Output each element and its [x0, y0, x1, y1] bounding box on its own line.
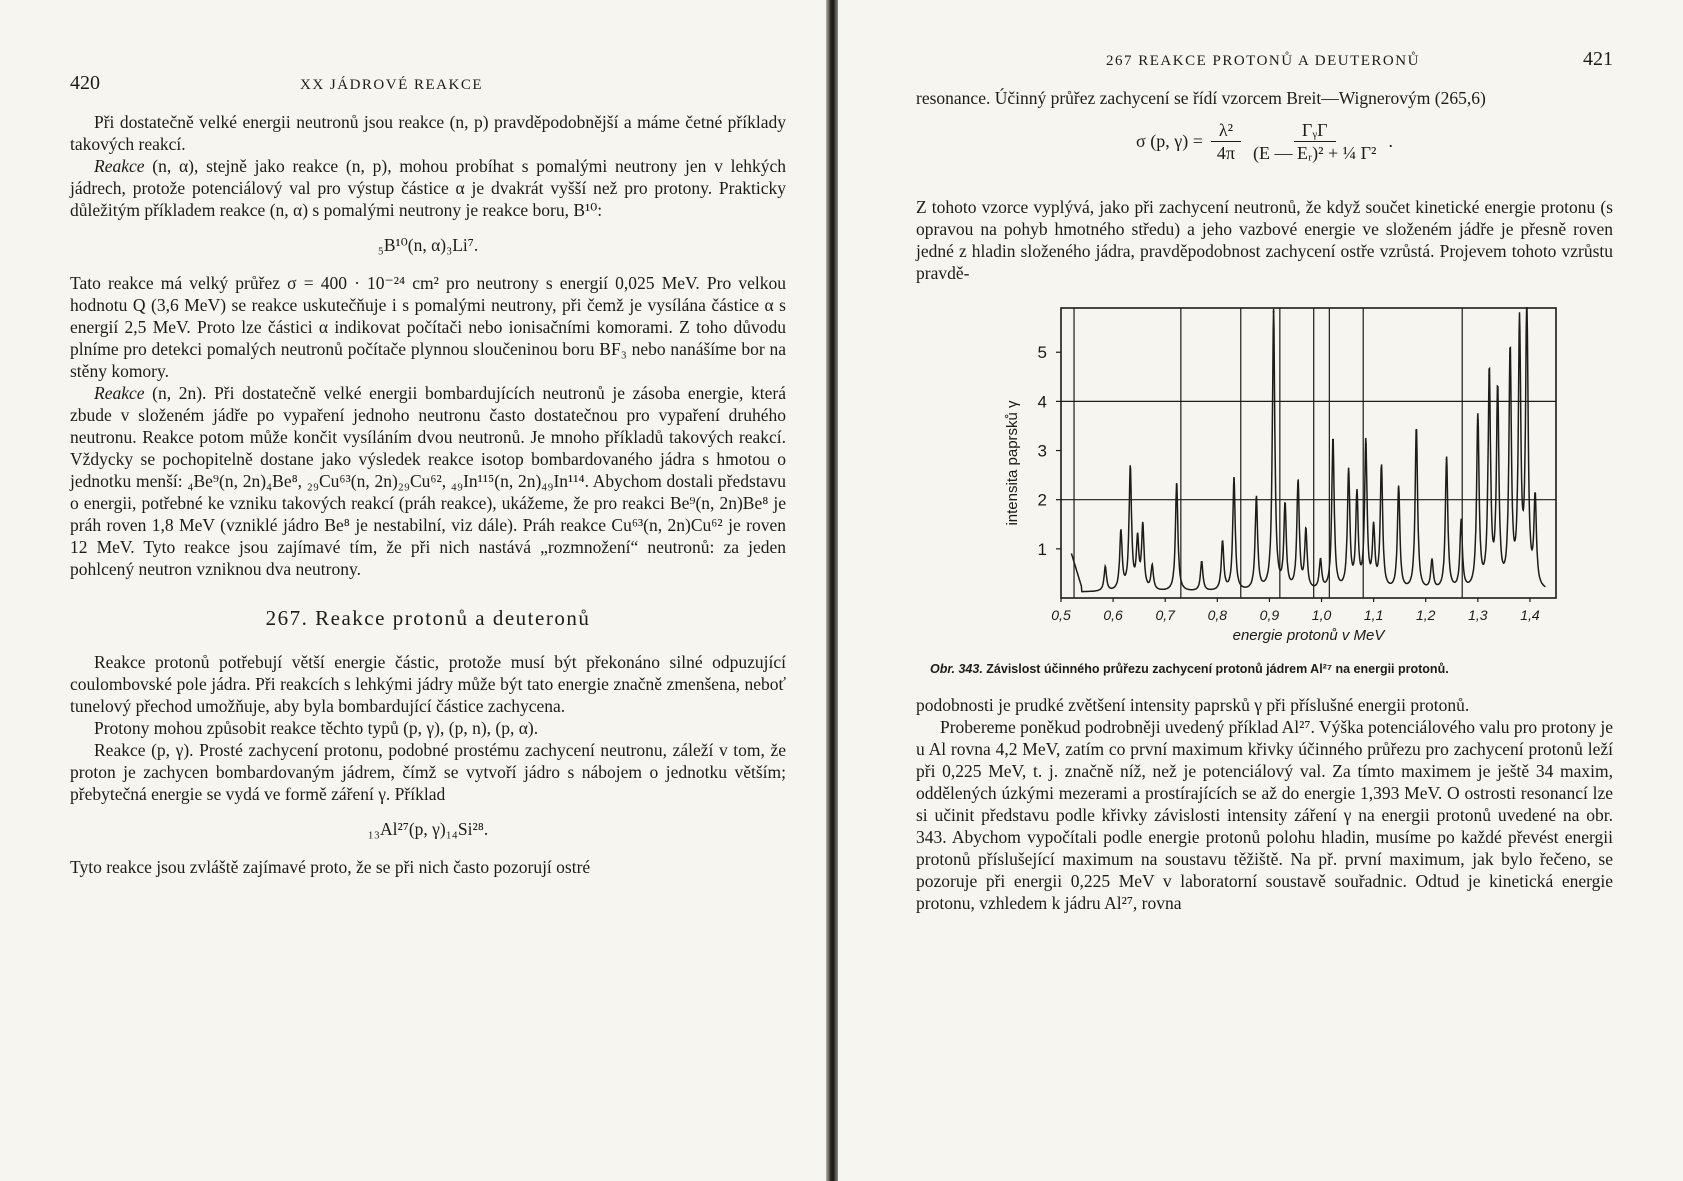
resonance-peak	[1151, 567, 1153, 569]
left-header	[70, 72, 786, 95]
caption-label: Obr. 343.	[930, 662, 983, 676]
resonance-peak	[1222, 542, 1224, 544]
y-tick-label: 5	[1037, 343, 1047, 363]
resonance-peak	[1446, 458, 1448, 460]
figure-caption	[930, 662, 1613, 676]
x-tick-label: 1,4	[1520, 607, 1540, 623]
paragraph: Tato reakce má velký průřez σ = 400 · 10⁻²⁴ cm² pro neutrony s energií 0,025 MeV. Pro velkou hodnotu Q (3,6 MeV) se reakce uskutečňuje i s pomalými neutrony, při čemž je vysílána částice α s energií 2,5 MeV. Proto lze částici α indikovat počítači nebo ionisačními komorami. Z toho důvodu plníme pro detekci pomalých neutronů počítače plynnou sloučeninou boru BF₃ nebo nanášíme bor na stěny komory.	[70, 273, 786, 381]
y-tick-label: 4	[1037, 392, 1047, 412]
resonance-peak	[1398, 488, 1400, 490]
resonance-peak	[1373, 532, 1375, 534]
resonance-peak	[1319, 562, 1321, 564]
fraction	[1211, 119, 1241, 164]
right-page	[838, 0, 1683, 1181]
resonance-peak	[1255, 498, 1257, 500]
page-number: 420	[70, 72, 100, 94]
x-tick-label: 0,5	[1051, 607, 1071, 623]
italic-term: Reakce	[94, 156, 145, 176]
resonance-peak	[1120, 532, 1122, 534]
resonance-peak	[1380, 468, 1382, 470]
reaction-equation: ₅B¹⁰(n, α)₃Li⁷.	[377, 235, 479, 255]
paragraph: resonance. Účinný průřez zachycení se řídí vzorcem Breit—Wignerovým (265,6)	[916, 88, 1486, 108]
x-tick-label: 0,6	[1103, 607, 1123, 623]
breit-wigner-formula	[916, 119, 1613, 164]
resonance-peak	[1104, 567, 1106, 569]
resonance-peak	[1477, 419, 1479, 421]
resonance-peak	[1365, 444, 1367, 446]
denominator: 4π	[1216, 143, 1235, 163]
resonance-peak	[1176, 483, 1178, 485]
paragraph	[70, 155, 786, 221]
resonance-peak	[1460, 522, 1462, 524]
paragraph: Z tohoto vzorce vyplývá, jako při zachycení neutronů, že když součet kinetické energie protonu (s opravou na pohyb hmotného středu) a jeho vazbové energie ve složeném jádře je přesně roven jedné z hladin složeného jádra, pravděpodobnost zachycení ostře vzrůstá. Projevem tohoto vzrůstu pravdě-	[916, 197, 1613, 283]
formula-lhs: σ (p, γ) =	[1136, 131, 1203, 151]
paragraph: Při dostatečně velké energii neutronů jsou reakce (n, p) pravděpodobnější a máme četné příklady takových reakcí.	[70, 112, 786, 154]
paragraph: Protony mohou způsobit reakce těchto typů (p, γ), (p, n), (p, α).	[94, 718, 539, 738]
resonance-peak	[1526, 307, 1528, 309]
resonance-peak	[1201, 562, 1203, 564]
resonance-peak	[1129, 468, 1131, 470]
x-tick-label: 1,0	[1311, 607, 1332, 623]
numerator: ΓᵧΓ	[1294, 119, 1336, 142]
paragraph: Reakce protonů potřebují větší energie částic, protože musí být překonáno silné odpuzující coulombovské pole jádra. Při reakcích s lehkými jádry může být tato energie značně zmenšena, neboť tunelový přechod umožňuje, aby byla bombardující částice zachycena.	[70, 652, 786, 716]
resonance-peak	[1497, 394, 1499, 396]
resonance-peak	[1137, 542, 1139, 544]
resonance-peak	[1348, 473, 1350, 475]
paragraph	[70, 382, 786, 580]
figure-343	[916, 298, 1613, 658]
resonance-peak	[1488, 375, 1490, 377]
caption-text: Závislost účinného průřezu zachycení protonů jádrem Al²⁷ na energii protonů.	[982, 662, 1449, 676]
x-tick-label: 0,7	[1155, 607, 1175, 623]
resonance-peak	[1431, 562, 1433, 564]
resonance-chart	[916, 298, 1606, 658]
running-head: 267 REAKCE PROTONŮ A DEUTERONŮ	[1106, 53, 1420, 69]
resonance-peak	[1233, 478, 1235, 480]
y-tick-label: 2	[1037, 490, 1047, 510]
denominator: (E — Eᵣ)² + ¼ Γ²	[1252, 143, 1377, 163]
italic-term: Reakce	[94, 383, 145, 403]
x-tick-label: 1,2	[1416, 607, 1436, 623]
paragraph: Probereme poněkud podrobněji uvedený příklad Al²⁷. Výška potenciálového valu pro protony je u Al rovna 4,2 MeV, zatím co první maximum křivky účinného průřezu pro zachycení protonů leží při 0,225 MeV, t. j. značně níž, než je potenciálový val. Za tímto maximem je ještě 34 maxim, oddělených úzkými mezerami a prostírajících se až do energie 1,393 MeV. O ostrosti resonancí lze si učinit představu podle křivky závislosti intensity záření γ na energii protonů uvedené na obr. 343. Abychom vypočítali podle energie protonů polohu hladin, musíme po každé převést energii protonů příslušející maximum na soustavu těžiště. Na př. první maximum, jak bylo řečeno, se pozoruje při energii 0,225 MeV v laboratorní soustavě souřadnic. Odtud je kinetická energie protonu, vzhledem k jádru Al²⁷, rovna	[916, 717, 1613, 913]
resonance-curve	[1071, 308, 1545, 592]
resonance-peak	[1332, 439, 1334, 441]
paragraph: Tyto reakce jsou zvláště zajímavé proto, že se při nich často pozorují ostré	[70, 857, 591, 877]
x-tick-label: 0,9	[1259, 607, 1280, 623]
resonance-peak	[1142, 527, 1144, 529]
book-gutter	[826, 0, 838, 1181]
y-axis-label: intensita paprsků γ	[1004, 400, 1021, 526]
paragraph: Reakce (p, γ). Prosté zachycení protonu, podobné prostému zachycení neutronu, záleží v tom, že proton je zachycen bombardovaným jádrem, čímž se vytvoří jádro s nábojem o jednotku větším; přebytečná energie se vydá ve formě záření γ. Příklad	[70, 740, 786, 804]
section-heading: 267. Reakce protonů a deuteronů	[265, 606, 591, 630]
reaction-equation: ₁₃Al²⁷(p, γ)₁₄Si²⁸.	[367, 819, 489, 839]
x-tick-label: 1,3	[1468, 607, 1488, 623]
left-page	[0, 0, 826, 1181]
running-head: XX JÁDROVÉ REAKCE	[300, 77, 483, 93]
y-tick-label: 3	[1037, 441, 1047, 461]
resonance-peak	[1519, 331, 1521, 333]
resonance-peak	[1509, 355, 1511, 357]
x-tick-label: 1,1	[1363, 607, 1384, 623]
fraction	[1249, 119, 1380, 164]
y-tick-label: 1	[1037, 539, 1047, 559]
paragraph-text: (n, α), stejně jako reakce (n, p), mohou probíhat s pomalými neutrony jen v lehkých jádrech, protože potenciálový val pro výstup částice α je dvakrát vyšší než pro protony. Prakticky důležitým příkladem reakce (n, α) s pomalými neutrony je reakce boru, B¹⁰:	[70, 156, 786, 220]
formula-end: .	[1388, 131, 1393, 151]
paragraph: podobnosti je prudké zvětšení intensity paprsků γ při příslušné energii protonů.	[916, 695, 1470, 715]
numerator: λ²	[1211, 119, 1241, 142]
resonance-peak	[1284, 508, 1286, 510]
resonance-peak	[1297, 483, 1299, 485]
right-header	[916, 48, 1613, 71]
x-tick-label: 0,8	[1207, 607, 1228, 623]
resonance-peak	[1534, 503, 1536, 505]
resonance-peak	[1273, 311, 1275, 313]
page-number: 421	[1583, 48, 1613, 70]
resonance-peak	[1305, 532, 1307, 534]
resonance-peak	[1356, 498, 1358, 500]
resonance-peak	[1415, 429, 1417, 431]
x-axis-label: energie protonů v MeV	[1232, 627, 1385, 644]
paragraph-text: (n, 2n). Při dostatečně velké energii bombardujících neutronů je zásoba energie, která zbude v složeném jádře po vypaření jednoho neutronu často dostatečnou pro vypaření druhého neutronu. Reakce potom může končit vysíláním dvou neutronů. Je mnoho příkladů takových reakcí. Vždycky se pochopitelně dostane jako výsledek reakce isotop bombardovaného jádra s hmotou o jednotku menší: ₄Be⁹(n, 2n)₄Be⁸, ₂₉Cu⁶³(n, 2n)₂₉Cu⁶², ₄₉In¹¹⁵(n, 2n)₄₉In¹¹⁴. Abychom dostali představu o energii, potřebné ke vzniku takových reakcí (práh reakce), ukážeme, že pro reakci Be⁹(n, 2n)Be⁸ je práh roven 1,8 MeV (vzniklé jádro Be⁸ je nestabilní, viz dále). Práh reakce Cu⁶³(n, 2n)Cu⁶² je roven 12 MeV. Tyto reakce jsou zajímavé tím, že při nich nastává „rozmnožení“ neutronů: za jeden pohlcený neutron vzniknou dva neutrony.	[70, 383, 786, 579]
